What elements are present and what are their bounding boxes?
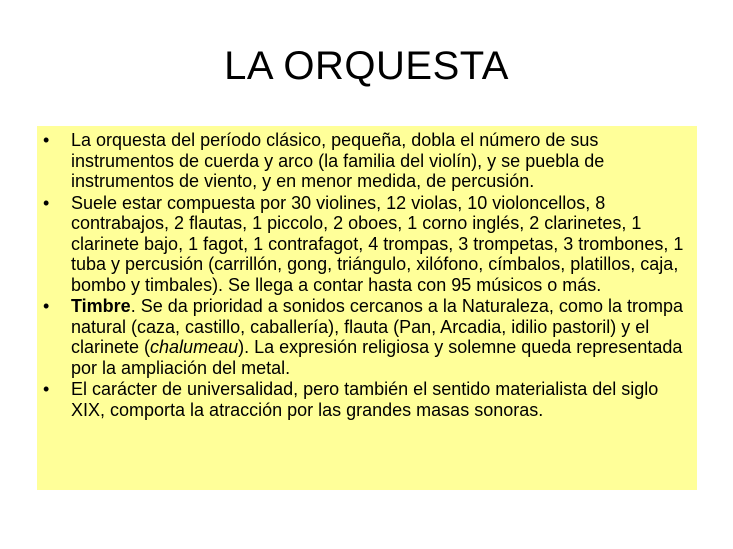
bullet-item-composition [37,193,689,296]
bullet-text-part-b: ). La expresión religiosa y solemne queda representada por la ampliación del metal. [71,337,683,378]
bullet-text: La orquesta del período clásico, pequeña, dobla el número de sus instrumentos de cuerda y arco (la familia del violín), y se puebla de instrumentos de viento, y en menor medida, de percusión. [71,130,605,191]
bullet-text-part-a: . Se da prioridad a sonidos cercanos a la Naturaleza, como la trompa natural (caza, castillo, caballería), flauta (Pan, Arcadia, idilio pastoril) y el clarinete ( [71,296,683,357]
timbre-term: Timbre [71,296,131,316]
bullet-item-timbre [37,296,689,378]
bullet-icon: • [43,192,50,213]
bullet-item-orchestra-classic [37,130,689,192]
bullet-icon: • [43,130,50,150]
bullet-text: Suele estar compuesta por 30 violines, 12 violas, 10 violoncellos, 8 contrabajos, 2 flautas, 1 piccolo, 2 oboes, 1 corno inglés, 2 clarinetes, 1 clarinete bajo, 1 fagot, 1 contrafagot, 4 trompas, 3 trompetas, 3 trombones, 1 tuba y percusión (carrillón, gong, triángulo, xilófono, címbalos, platillos, caja, bombo y timbales). Se llega a contar hasta con 95 músicos o más. [71,192,684,295]
bullet-icon: • [43,379,50,399]
bullet-icon: • [43,296,50,316]
bullet-item-universality [37,379,689,420]
bullet-text: El carácter de universalidad, pero también el sentido materialista del siglo XIX, comporta la atracción por las grandes masas sonoras. [71,379,659,420]
content-box [37,126,697,490]
chalumeau-term: chalumeau [150,337,239,357]
slide-title: LA ORQUESTA [224,44,509,88]
bullet-list [37,130,689,420]
